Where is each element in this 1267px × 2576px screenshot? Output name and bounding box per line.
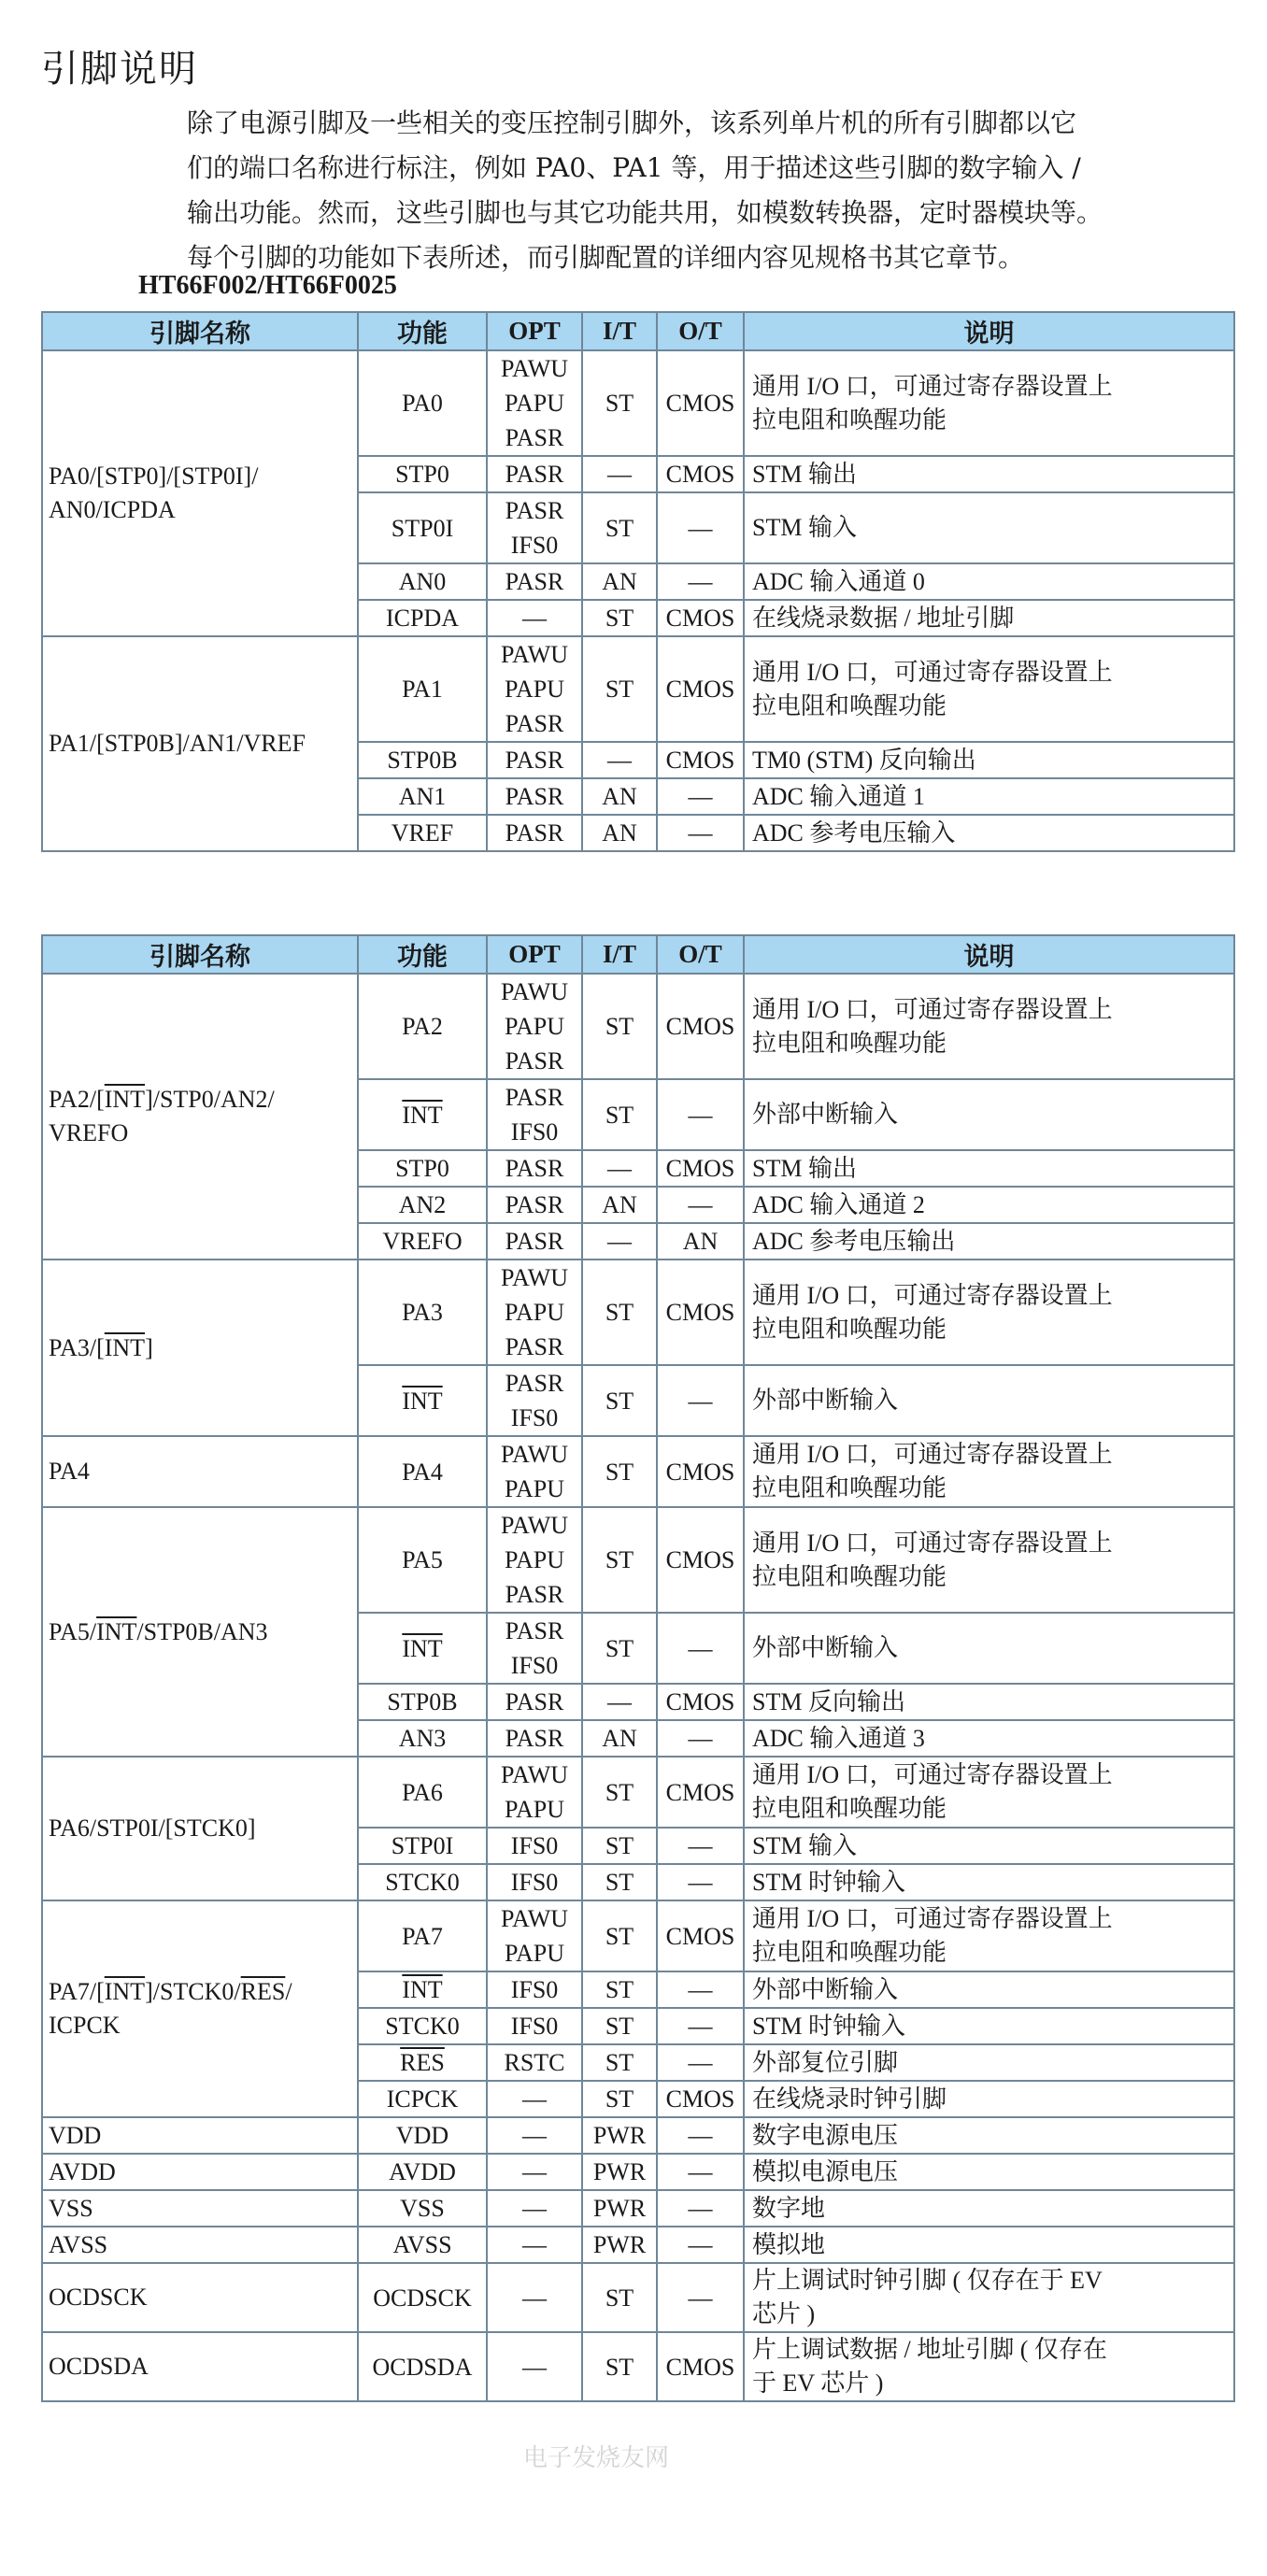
description-cell: 通用 I/O 口，可通过寄存器设置上 拉电阻和唤醒功能 [744,1757,1234,1828]
function-cell: STP0B [358,1684,487,1720]
ot-cell: CMOS [657,1150,744,1187]
header-it: I/T [582,312,657,350]
description-cell: 片上调试数据 / 地址引脚 ( 仅存在 于 EV 芯片 ) [744,2332,1234,2401]
table-row [42,350,1234,456]
opt-cell: PAWU PAPU PASR [487,636,582,742]
ot-cell: CMOS [657,456,744,492]
opt-cell: PASR [487,563,582,600]
ot-cell: CMOS [657,1436,744,1507]
ot-cell: CMOS [657,600,744,636]
table-row [42,636,1234,742]
it-cell: ST [582,1900,657,1971]
it-cell: PWR [582,2227,657,2263]
description-cell: 外部复位引脚 [744,2044,1234,2081]
opt-cell: — [487,600,582,636]
function-cell: PA2 [358,974,487,1079]
it-cell: ST [582,2008,657,2044]
table-row [42,1900,1234,1971]
description-cell: 数字电源电压 [744,2117,1234,2154]
header-function: 功能 [358,935,487,974]
section-title: 引脚说明 [41,48,198,91]
function-cell: AN1 [358,778,487,815]
function-cell: STP0I [358,1828,487,1864]
description-cell: STM 输入 [744,492,1234,563]
it-cell: ST [582,2332,657,2401]
it-cell: ST [582,492,657,563]
it-cell: ST [582,1864,657,1900]
ot-cell: — [657,1187,744,1223]
description-cell: ADC 输入通道 0 [744,563,1234,600]
function-cell [358,1971,487,2008]
function-cell: ICPCK [358,2081,487,2117]
description-cell: ADC 参考电压输入 [744,815,1234,851]
function-cell: AN3 [358,1720,487,1757]
description-cell: 通用 I/O 口，可通过寄存器设置上 拉电阻和唤醒功能 [744,1260,1234,1365]
description-cell: 通用 I/O 口，可通过寄存器设置上 拉电阻和唤醒功能 [744,1507,1234,1613]
description-cell: 外部中断输入 [744,1079,1234,1150]
pin-name-cell: $PA7/[\overline{INT}]/STCK0/\overline{RES}/$ ICPCK [42,1900,358,2117]
header-ot: O/T [657,935,744,974]
opt-cell: IFS0 [487,1864,582,1900]
opt-cell: PASR [487,456,582,492]
description-cell: 通用 I/O 口，可通过寄存器设置上 拉电阻和唤醒功能 [744,974,1234,1079]
table-row [42,2263,1234,2332]
description-cell: 片上调试时钟引脚 ( 仅存在于 EV 芯片 ) [744,2263,1234,2332]
description-cell: 外部中断输入 [744,1365,1234,1436]
it-cell: PWR [582,2117,657,2154]
it-cell: — [582,1223,657,1260]
opt-cell: PAWU PAPU PASR [487,350,582,456]
function-cell [358,2044,487,2081]
description-cell: 模拟电源电压 [744,2154,1234,2190]
ot-cell: — [657,1365,744,1436]
function-cell: STP0 [358,1150,487,1187]
description-cell: STM 时钟输入 [744,2008,1234,2044]
pin-name-cell: PA4 [42,1436,358,1507]
it-cell: AN [582,815,657,851]
ot-cell: — [657,1079,744,1150]
function-cell: VREF [358,815,487,851]
ot-cell: — [657,1828,744,1864]
description-cell: 在线烧录数据 / 地址引脚 [744,600,1234,636]
description-cell: TM0 (STM) 反向输出 [744,742,1234,778]
table-row [42,2227,1234,2263]
intro-line: 每个引脚的功能如下表所述，而引脚配置的详细内容见规格书其它章节。 [187,242,1025,273]
intro-paragraph [187,101,1238,280]
function-cell: PA0 [358,350,487,456]
it-cell: ST [582,1260,657,1365]
function-cell [358,1365,487,1436]
overline-signal: $\overline{INT}$ [104,1333,146,1361]
ot-cell: CMOS [657,974,744,1079]
opt-cell: — [487,2332,582,2401]
it-cell: ST [582,1079,657,1150]
opt-cell: PASR [487,815,582,851]
opt-cell: PAWU PAPU PASR [487,1260,582,1365]
function-cell: VSS [358,2190,487,2227]
function-cell [358,1079,487,1150]
ot-cell: — [657,1864,744,1900]
opt-cell: — [487,2081,582,2117]
description-cell: 模拟地 [744,2227,1234,2263]
description-cell: STM 输入 [744,1828,1234,1864]
opt-cell: — [487,2190,582,2227]
table-row [42,1507,1234,1613]
table-row [42,1436,1234,1507]
opt-cell: PASR IFS0 [487,1613,582,1684]
it-cell: ST [582,600,657,636]
function-cell: VDD [358,2117,487,2154]
it-cell: ST [582,636,657,742]
function-cell: STP0I [358,492,487,563]
ot-cell: CMOS [657,2332,744,2401]
it-cell: ST [582,1365,657,1436]
opt-cell: IFS0 [487,2008,582,2044]
ot-cell: — [657,2190,744,2227]
ot-cell: — [657,2263,744,2332]
it-cell: ST [582,1436,657,1507]
pin-table-1 [41,311,1235,852]
pin-name-cell: OCDSCK [42,2263,358,2332]
ot-cell: CMOS [657,636,744,742]
description-cell: ADC 输入通道 1 [744,778,1234,815]
pin-name-cell: VDD [42,2117,358,2154]
it-cell: ST [582,2263,657,2332]
ot-cell: — [657,563,744,600]
it-cell: ST [582,1613,657,1684]
description-cell: 在线烧录时钟引脚 [744,2081,1234,2117]
it-cell: AN [582,1720,657,1757]
ot-cell: AN [657,1223,744,1260]
opt-cell: PASR [487,1684,582,1720]
pin-name-cell: $PA3/[\overline{INT}]$ [42,1260,358,1436]
opt-cell: PASR [487,1720,582,1757]
opt-cell: PASR IFS0 [487,492,582,563]
it-cell: — [582,456,657,492]
pin-name-cell: VSS [42,2190,358,2227]
opt-cell: PAWU PAPU PASR [487,1507,582,1613]
opt-cell: PASR IFS0 [487,1365,582,1436]
it-cell: AN [582,563,657,600]
function-cell: PA7 [358,1900,487,1971]
ot-cell: — [657,778,744,815]
header-pin-name: 引脚名称 [42,312,358,350]
function-cell: VREFO [358,1223,487,1260]
ot-cell: — [657,2044,744,2081]
header-pin-name: 引脚名称 [42,935,358,974]
it-cell: AN [582,1187,657,1223]
ot-cell: CMOS [657,1757,744,1828]
description-cell: STM 输出 [744,456,1234,492]
pin-name-cell: OCDSDA [42,2332,358,2401]
opt-cell: PAWU PAPU [487,1900,582,1971]
ot-cell: CMOS [657,2081,744,2117]
table-header [42,312,1234,350]
table-row [42,1757,1234,1828]
ot-cell: — [657,1720,744,1757]
overline-signal: $\overline{INT}$ [96,1617,137,1645]
function-cell: OCDSCK [358,2263,487,2332]
opt-cell: RSTC [487,2044,582,2081]
it-cell: ST [582,974,657,1079]
function-cell: PA1 [358,636,487,742]
opt-cell: PASR [487,1223,582,1260]
table-caption: HT66F002/HT66F0025 [138,271,397,300]
description-cell: 数字地 [744,2190,1234,2227]
ot-cell: — [657,2154,744,2190]
intro-line: 输出功能。然而，这些引脚也与其它功能共用，如模数转换器，定时器模块等。 [187,197,1103,228]
table-header [42,935,1234,974]
it-cell: ST [582,350,657,456]
pin-name-cell: $PA5/\overline{INT}/STP0B/AN3$ [42,1507,358,1757]
overline-signal: $\overline{INT}$ [402,1634,443,1662]
opt-cell: PASR [487,742,582,778]
intro-line: 们的端口名称进行标注，例如 PA0、PA1 等，用于描述这些引脚的数字输入 / [187,152,1081,183]
table-row [42,2190,1234,2227]
pin-name-cell: AVSS [42,2227,358,2263]
pin-table-2 [41,934,1235,2402]
it-cell: ST [582,2044,657,2081]
watermark: 电子发烧友网 [523,2444,670,2472]
ot-cell: — [657,2117,744,2154]
overline-signal: $\overline{INT}$ [104,1086,146,1113]
table-row [42,2154,1234,2190]
it-cell: ST [582,2081,657,2117]
description-cell: ADC 输入通道 3 [744,1720,1234,1757]
overline-signal: $\overline{RES}$ [400,2049,445,2076]
opt-cell: IFS0 [487,1828,582,1864]
table-row [42,1260,1234,1365]
ot-cell: — [657,1613,744,1684]
description-cell: 通用 I/O 口，可通过寄存器设置上 拉电阻和唤醒功能 [744,1436,1234,1507]
function-cell: AN2 [358,1187,487,1223]
header-it: I/T [582,935,657,974]
function-cell: AVSS [358,2227,487,2263]
description-cell: STM 时钟输入 [744,1864,1234,1900]
ot-cell: CMOS [657,742,744,778]
header-description: 说明 [744,935,1234,974]
function-cell: ICPDA [358,600,487,636]
header-opt: OPT [487,312,582,350]
opt-cell: PAWU PAPU [487,1436,582,1507]
it-cell: PWR [582,2190,657,2227]
pin-name-cell: $PA2/[\overline{INT}]/STP0/AN2/$ VREFO [42,974,358,1260]
overline-signal: $\overline{INT}$ [104,1978,146,2005]
it-cell: ST [582,1971,657,2008]
ot-cell: — [657,492,744,563]
it-cell: ST [582,1507,657,1613]
header-function: 功能 [358,312,487,350]
function-cell: PA3 [358,1260,487,1365]
it-cell: PWR [582,2154,657,2190]
description-cell: STM 输出 [744,1150,1234,1187]
opt-cell: PASR [487,778,582,815]
function-cell: PA4 [358,1436,487,1507]
pin-name-cell: AVDD [42,2154,358,2190]
ot-cell: CMOS [657,350,744,456]
function-cell: STCK0 [358,2008,487,2044]
description-cell: 通用 I/O 口，可通过寄存器设置上 拉电阻和唤醒功能 [744,636,1234,742]
description-cell: 通用 I/O 口，可通过寄存器设置上 拉电阻和唤醒功能 [744,350,1234,456]
table-row [42,2332,1234,2401]
ot-cell: — [657,1971,744,2008]
it-cell: — [582,742,657,778]
function-cell: PA6 [358,1757,487,1828]
function-cell: STP0B [358,742,487,778]
opt-cell: IFS0 [487,1971,582,2008]
it-cell: ST [582,1757,657,1828]
opt-cell: PAWU PAPU [487,1757,582,1828]
ot-cell: — [657,2227,744,2263]
function-cell: PA5 [358,1507,487,1613]
header-ot: O/T [657,312,744,350]
opt-cell: PASR IFS0 [487,1079,582,1150]
description-cell: 通用 I/O 口，可通过寄存器设置上 拉电阻和唤醒功能 [744,1900,1234,1971]
pin-name-cell: PA6/STP0I/[STCK0] [42,1757,358,1900]
ot-cell: CMOS [657,1260,744,1365]
opt-cell: PAWU PAPU PASR [487,974,582,1079]
header-opt: OPT [487,935,582,974]
function-cell: AVDD [358,2154,487,2190]
ot-cell: — [657,2008,744,2044]
ot-cell: CMOS [657,1900,744,1971]
pin-name-cell: PA1/[STP0B]/AN1/VREF [42,636,358,851]
opt-cell: — [487,2154,582,2190]
overline-signal: $\overline{RES}$ [240,1978,286,2005]
it-cell: — [582,1684,657,1720]
it-cell: ST [582,1828,657,1864]
table-row [42,2117,1234,2154]
function-cell: STCK0 [358,1864,487,1900]
overline-signal: $\overline{INT}$ [402,1387,443,1415]
function-cell [358,1613,487,1684]
ot-cell: CMOS [657,1507,744,1613]
intro-line: 除了电源引脚及一些相关的变压控制引脚外，该系列单片机的所有引脚都以它 [187,107,1077,138]
ot-cell: CMOS [657,1684,744,1720]
function-cell: OCDSDA [358,2332,487,2401]
description-cell: 外部中断输入 [744,1971,1234,2008]
description-cell: ADC 输入通道 2 [744,1187,1234,1223]
function-cell: AN0 [358,563,487,600]
ot-cell: — [657,815,744,851]
opt-cell: — [487,2117,582,2154]
pin-name-cell: PA0/[STP0]/[STP0I]/ AN0/ICPDA [42,350,358,636]
it-cell: AN [582,778,657,815]
it-cell: — [582,1150,657,1187]
table-row [42,974,1234,1079]
opt-cell: PASR [487,1187,582,1223]
description-cell: ADC 参考电压输出 [744,1223,1234,1260]
description-cell: 外部中断输入 [744,1613,1234,1684]
description-cell: STM 反向输出 [744,1684,1234,1720]
opt-cell: — [487,2263,582,2332]
overline-signal: $\overline{INT}$ [402,1101,443,1129]
header-description: 说明 [744,312,1234,350]
overline-signal: $\overline{INT}$ [402,1976,443,2003]
opt-cell: PASR [487,1150,582,1187]
function-cell: STP0 [358,456,487,492]
opt-cell: — [487,2227,582,2263]
